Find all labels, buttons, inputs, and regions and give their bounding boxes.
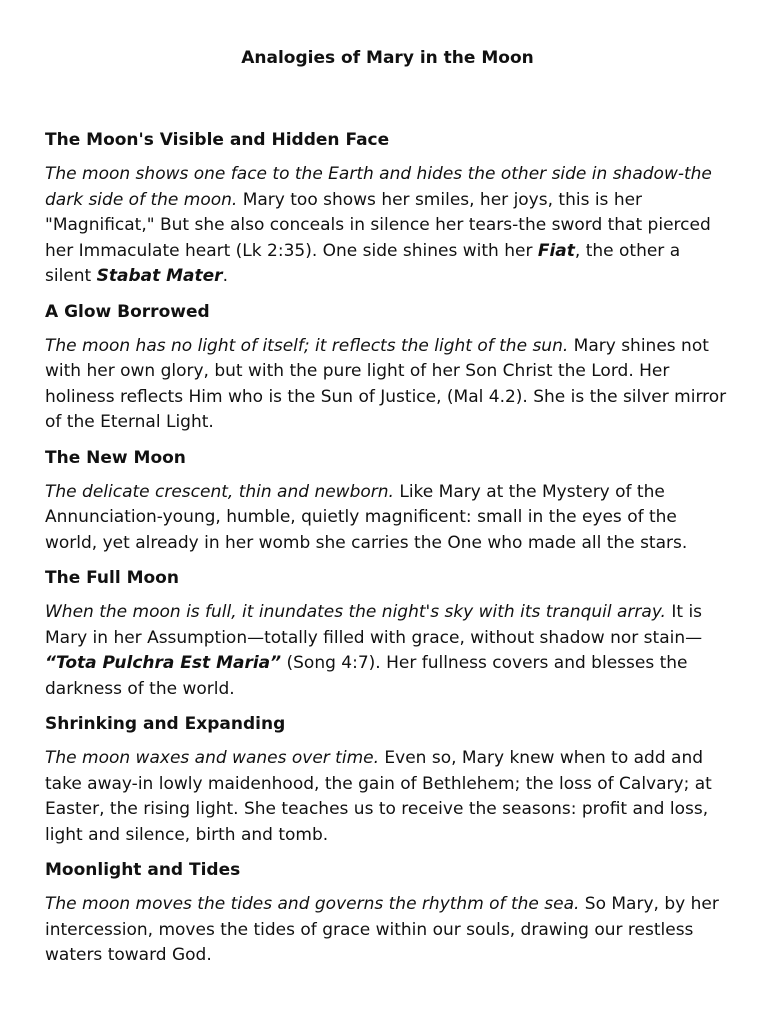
emphasis-tota-pulchra: “Tota Pulchra Est Maria” bbox=[45, 653, 282, 673]
section-body-full-moon bbox=[45, 600, 730, 702]
section-heading-full-moon: The Full Moon bbox=[45, 568, 179, 588]
section-heading-glow-borrowed: A Glow Borrowed bbox=[45, 301, 210, 322]
section-body-new-moon bbox=[45, 480, 730, 557]
section-body-visible-hidden-face bbox=[45, 162, 730, 290]
lead-text: The moon waxes and wanes over time. bbox=[45, 748, 379, 768]
body-text: It is Mary in her Assumption—totally filled with grace, without shadow nor stain— bbox=[45, 602, 703, 648]
body-text: So Mary, by her intercession, moves the tides of grace within our souls, drawing our restless waters toward God. bbox=[45, 894, 719, 965]
section-heading-shrinking-expanding: Shrinking and Expanding bbox=[45, 714, 286, 734]
section-body-moonlight-tides bbox=[45, 892, 730, 969]
lead-text: The moon shows one face to the Earth and hides the other side in shadow-the dark side of the moon. bbox=[45, 164, 712, 210]
lead-text: When the moon is full, it inundates the night's sky with its tranquil array. bbox=[45, 602, 666, 622]
lead-text: The delicate crescent, thin and newborn. bbox=[45, 481, 394, 502]
section-body-shrinking-expanding bbox=[45, 746, 730, 848]
body-text: , the other a silent bbox=[45, 240, 681, 286]
body-text: (Song 4:7). Her fullness covers and blesses the darkness of the world. bbox=[45, 653, 688, 699]
section-heading-new-moon: The New Moon bbox=[45, 447, 186, 468]
section-heading-moonlight-tides: Moonlight and Tides bbox=[45, 860, 241, 880]
emphasis-fiat: Fiat bbox=[537, 240, 575, 261]
body-text: Like Mary at the Mystery of the Annunciation-young, humble, quietly magnificent: small in the eyes of the world, yet already in her womb she carries the One who made all the stars. bbox=[45, 481, 688, 553]
body-text: Mary too shows her smiles, her joys, this is her "Magnificat," But she also conceals in silence her tears-the sword that pierced her Immaculate heart (Lk 2:35). One side shines with her bbox=[45, 189, 711, 261]
body-text: . bbox=[222, 266, 228, 286]
body-text: Mary shines not with her own glory, but with the pure light of her Son Christ the Lord. Her holiness reflects Him who is the Sun of Justice, (Mal 4.2). She is the silver mirror of the Eternal Light. bbox=[45, 335, 727, 432]
body-text: Even so, Mary knew when to add and take away-in lowly maidenhood, the gain of Bethlehem; the loss of Calvary; at Easter, the rising light. She teaches us to receive the seasons: profit and loss, light and silence, birth and tomb. bbox=[45, 748, 712, 845]
emphasis-stabat-mater: Stabat Mater bbox=[96, 266, 223, 286]
lead-text: The moon moves the tides and governs the rhythm of the sea. bbox=[45, 894, 580, 914]
document-title: Analogies of Mary in the Moon bbox=[241, 48, 534, 68]
section-heading-visible-hidden-face: The Moon's Visible and Hidden Face bbox=[45, 130, 390, 150]
document-page bbox=[45, 46, 730, 979]
lead-text: The moon has no light of itself; it reflects the light of the sun. bbox=[45, 335, 569, 356]
section-body-glow-borrowed bbox=[45, 334, 730, 436]
